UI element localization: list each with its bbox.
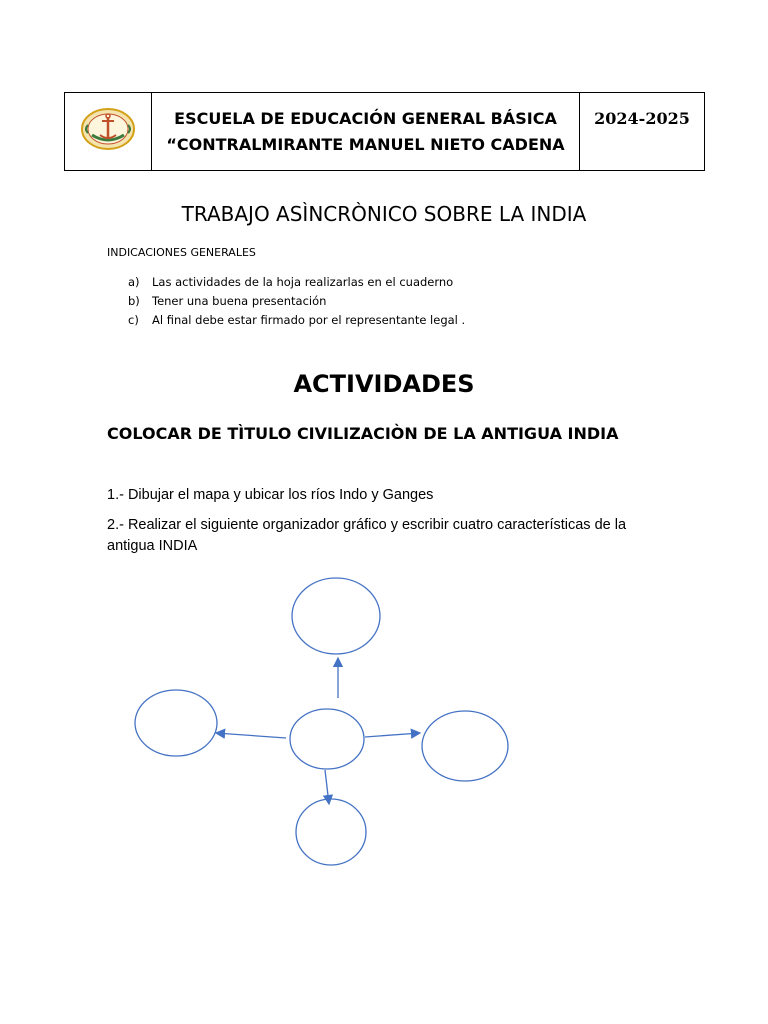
arrow-to-left [216, 733, 286, 738]
instruction-text: Al final debe estar firmado por el representante legal . [152, 313, 466, 327]
school-year: 2024-2025 [580, 93, 705, 171]
organizer-node-top [292, 578, 380, 654]
organizer-node-right [422, 711, 508, 781]
instruction-marker: b) [128, 294, 140, 308]
activity-1: 1.- Dibujar el mapa y ubicar los ríos Indo y Ganges [107, 487, 434, 503]
document-title: TRABAJO ASÌNCRÒNICO SOBRE LA INDIA [181, 202, 587, 226]
organizer-node-bottom [296, 799, 366, 865]
school-name-line2: “CONTRALMIRANTE MANUEL NIETO CADENA [166, 134, 565, 154]
instruction-marker: c) [128, 313, 139, 327]
instruction-text: Las actividades de la hoja realizarlas en el cuaderno [152, 275, 454, 289]
general-instructions-label: INDICACIONES GENERALES [107, 246, 256, 259]
activities-heading: ACTIVIDADES [293, 370, 475, 398]
section-title: COLOCAR DE TÌTULO CIVILIZACIÒN DE LA ANTIGUA INDIA [107, 424, 619, 443]
instruction-marker: a) [128, 275, 140, 289]
arrow-to-right [365, 733, 420, 737]
organizer-node-center [290, 709, 364, 769]
instruction-text: Tener una buena presentación [152, 294, 327, 308]
organizer-node-left [135, 690, 217, 756]
activity-2: 2.- Realizar el siguiente organizador gráfico y escribir cuatro características de la antigua INDIA [107, 517, 627, 554]
school-name-line1: ESCUELA DE EDUCACIÓN GENERAL BÁSICA [174, 108, 557, 128]
